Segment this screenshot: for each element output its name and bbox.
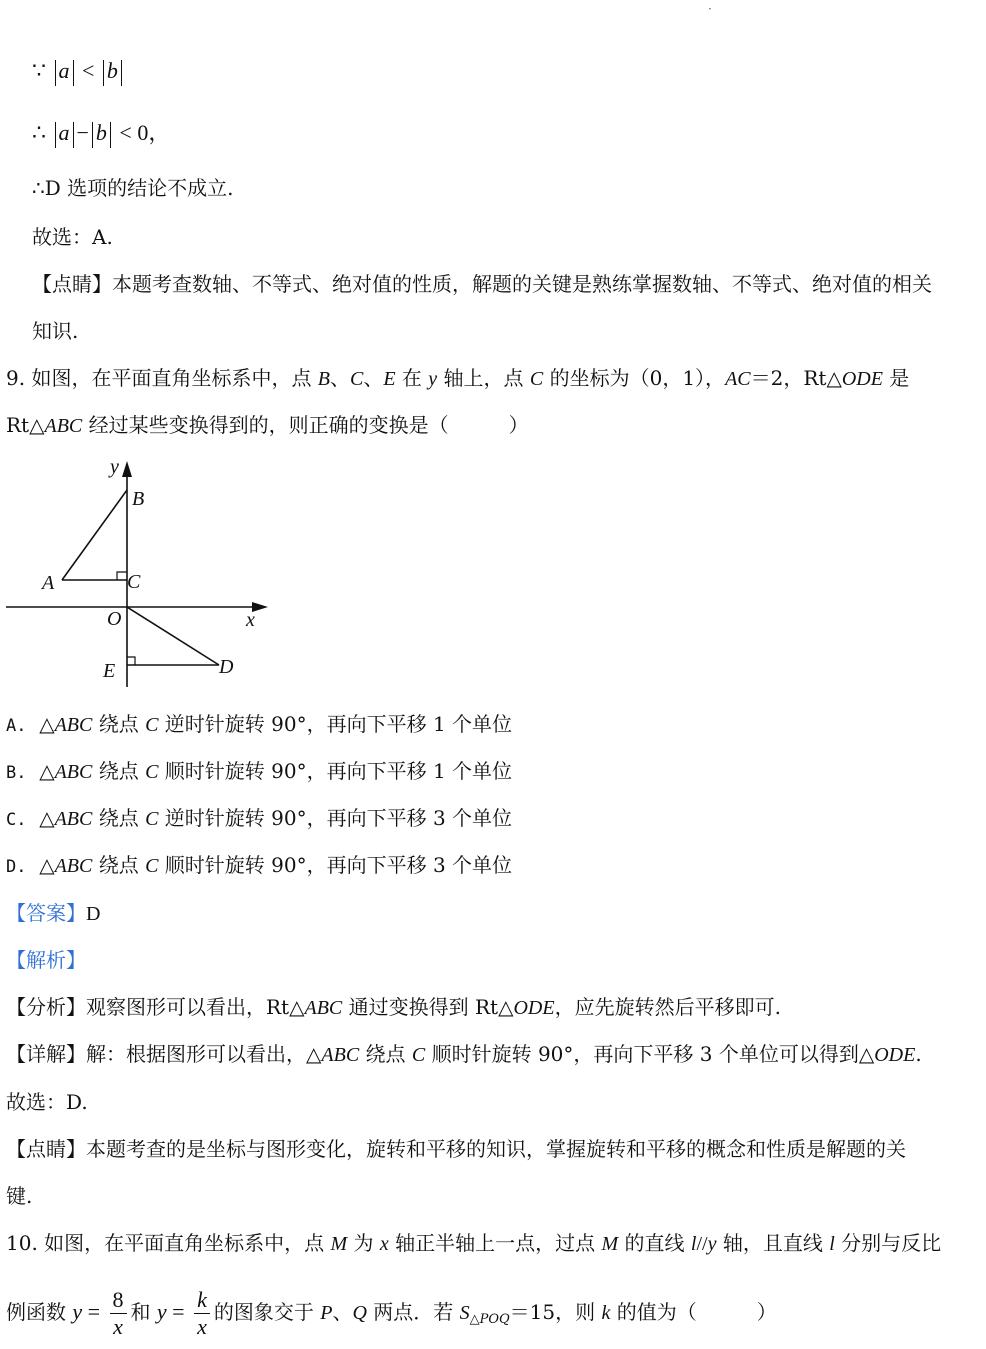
- therefore-symbol: ∴: [32, 120, 46, 145]
- option-text: 逆时针旋转 90°，再向下平移 1 个单位: [158, 712, 513, 736]
- guxuan-line: 故选：D.: [6, 1090, 88, 1114]
- triangle-symbol: △: [39, 806, 55, 830]
- label-x: x: [246, 609, 255, 631]
- answer-value: D: [86, 903, 101, 925]
- q9-text: 是: [882, 366, 910, 390]
- label-y: y: [110, 456, 119, 478]
- option-letter: C.: [6, 810, 27, 830]
- option-text: 绕点: [92, 806, 146, 830]
- denominator: x: [197, 1314, 207, 1339]
- right-angle-c: [117, 572, 127, 580]
- var-b: b: [95, 120, 107, 145]
- y-axis-var: y: [428, 368, 438, 390]
- triangle-abc: ABC: [304, 997, 343, 1019]
- triangle-symbol: △: [39, 853, 55, 877]
- option-text: 绕点: [92, 759, 146, 783]
- line-l: l: [829, 1233, 835, 1255]
- option-text: 逆时针旋转 90°，再向下平移 3 个单位: [158, 806, 513, 830]
- fenxi-text: ，应先旋转然后平移即可.: [554, 995, 781, 1019]
- denominator: x: [113, 1314, 123, 1339]
- option-text: 顺时针旋转 90°，再向下平移 3 个单位: [158, 853, 513, 877]
- triangle-ode: ODE: [874, 1044, 916, 1066]
- because-line: [32, 56, 125, 86]
- point-p: P: [320, 1302, 333, 1324]
- triangle-symbol: △: [39, 712, 55, 736]
- point-c: C: [411, 1044, 426, 1066]
- line-l: l: [690, 1233, 697, 1255]
- label-c: C: [127, 571, 141, 593]
- var-a: a: [58, 58, 70, 83]
- q9-stem-line-2: [6, 410, 529, 441]
- xiangjie-text: 绕点: [359, 1042, 412, 1066]
- q10-text: 的图象交于: [213, 1300, 321, 1324]
- var-k: k: [601, 1302, 611, 1324]
- q9-text: 在: [395, 366, 429, 390]
- point-c: C: [145, 714, 159, 736]
- q9-text: 轴上，点: [437, 366, 530, 390]
- point-m: M: [601, 1233, 619, 1255]
- q10-text: 的直线: [618, 1231, 691, 1255]
- analysis-label: 【解析】: [6, 948, 86, 972]
- label-a: A: [42, 572, 55, 594]
- numerator: k: [194, 1287, 210, 1314]
- option-letter: B.: [6, 763, 27, 783]
- choice-line: 故选：A.: [32, 225, 113, 249]
- triangle-abc: ABC: [54, 714, 93, 736]
- triangle-abc: ABC: [54, 808, 93, 830]
- equals-sign: =: [82, 1299, 106, 1324]
- answer-line: [6, 898, 100, 929]
- y-axis-var: y: [707, 1233, 717, 1255]
- xiangjie-text: .: [915, 1042, 922, 1066]
- point-c: C: [145, 808, 159, 830]
- option-a[interactable]: [6, 709, 512, 741]
- q10-text: 轴正半轴上一点，过点: [388, 1231, 602, 1255]
- q10-text: 例函数: [6, 1300, 73, 1324]
- xiangjie-text: 【详解】解：根据图形可以看出，△: [6, 1042, 322, 1066]
- q9-text: ＝2，Rt△: [750, 366, 842, 390]
- option-text: 顺时针旋转 90°，再向下平移 1 个单位: [158, 759, 513, 783]
- label-d: D: [219, 656, 234, 678]
- option-letter: D.: [6, 857, 27, 877]
- q10-text: 分别与反比: [834, 1231, 942, 1255]
- triangle-ode: ODE: [841, 368, 883, 390]
- segment-ac: AC: [725, 368, 751, 390]
- area-subscript: △POQ: [469, 1312, 510, 1327]
- therefore-line: [32, 118, 170, 148]
- option-text: 绕点: [92, 853, 146, 877]
- y-axis-arrow: [122, 461, 132, 477]
- point-m: M: [330, 1233, 348, 1255]
- q10-text: 为: [347, 1231, 380, 1255]
- fraction-k-over-x: [194, 1287, 210, 1340]
- x-axis-var: x: [379, 1233, 389, 1255]
- segment-od: [127, 607, 219, 665]
- point-c: C: [145, 855, 159, 877]
- triangle-ode: ODE: [513, 997, 555, 1019]
- corner-mark: ·: [708, 2, 712, 16]
- fenxi-line: [6, 992, 781, 1023]
- triangle-abc: ABC: [321, 1044, 360, 1066]
- triangle-abc: ABC: [54, 761, 93, 783]
- because-symbol: ∵: [32, 58, 46, 83]
- label-e: E: [103, 660, 116, 682]
- var-a: a: [58, 120, 70, 145]
- option-d[interactable]: [6, 850, 512, 882]
- var-y: y: [72, 1299, 83, 1324]
- option-letter: A.: [6, 716, 27, 736]
- equals-sign: =: [166, 1299, 191, 1324]
- point-c: C: [350, 368, 364, 390]
- point-e: E: [383, 368, 396, 390]
- triangle-symbol: △: [39, 759, 55, 783]
- point-q: Q: [352, 1302, 367, 1324]
- parallel-symbol: //: [696, 1233, 708, 1255]
- separator: 、: [332, 1300, 353, 1324]
- less-than: <: [82, 58, 95, 83]
- q10-text: 10. 如图，在平面直角坐标系中，点: [6, 1231, 331, 1255]
- q10-text: 轴，且直线: [716, 1231, 830, 1255]
- xiangjie-text: 顺时针旋转 90°，再向下平移 3 个单位可以得到△: [425, 1042, 875, 1066]
- option-b[interactable]: [6, 756, 512, 788]
- fraction-8-over-x: [110, 1287, 127, 1340]
- var-y: y: [156, 1299, 167, 1324]
- coordinate-diagram: [0, 455, 290, 695]
- fenxi-text: 【分析】观察图形可以看出，Rt△: [6, 995, 305, 1019]
- q9-dianjing-line-1: 【点睛】本题考查的是坐标与图形变化，旋转和平移的知识，掌握旋转和平移的概念和性质是解题的关: [6, 1137, 906, 1161]
- option-text: 绕点: [92, 712, 146, 736]
- q9-text: 9. 如图，在平面直角坐标系中，点: [6, 366, 318, 390]
- q9-stem-line-1: [6, 363, 909, 394]
- q9-text: 的坐标为（0，1），: [543, 366, 726, 390]
- dianjing-line-2: 知识.: [32, 319, 79, 343]
- q9-dianjing-line-2: 键.: [6, 1184, 33, 1208]
- q9-text: 经过某些变换得到的，则正确的变换是（ ）: [82, 413, 529, 437]
- area-s: S: [459, 1302, 470, 1324]
- q10-stem-line-1: [6, 1228, 941, 1259]
- var-b: b: [106, 58, 118, 83]
- label-o: O: [107, 608, 122, 630]
- numerator: 8: [110, 1287, 127, 1314]
- label-b: B: [132, 488, 145, 510]
- q10-stem-line-2: [6, 1284, 777, 1348]
- xiangjie-line: [6, 1039, 922, 1070]
- minus-sign: −: [76, 120, 89, 145]
- point-c: C: [529, 368, 544, 390]
- answer-label: 【答案】: [6, 901, 86, 925]
- option-c[interactable]: [6, 803, 512, 835]
- inequality-rest: < 0，: [119, 120, 171, 145]
- point-b: B: [317, 368, 331, 390]
- separator: 、: [363, 366, 384, 390]
- right-angle-e: [127, 657, 135, 665]
- segment-ab: [62, 490, 127, 580]
- dianjing-line-1: 【点睛】本题考查数轴、不等式、绝对值的性质，解题的关键是熟练掌握数轴、不等式、绝对值的相关: [32, 272, 932, 296]
- triangle-abc: ABC: [54, 855, 93, 877]
- q10-text: 两点．若: [366, 1300, 460, 1324]
- q9-text: Rt△: [6, 413, 45, 437]
- q10-text: 的值为（ ）: [610, 1300, 777, 1324]
- triangle-abc: ABC: [44, 415, 83, 437]
- point-c: C: [145, 761, 159, 783]
- q10-text: ＝15，则: [509, 1300, 602, 1324]
- conclusion-line: ∴D 选项的结论不成立.: [32, 176, 234, 200]
- fenxi-text: 通过变换得到 Rt△: [342, 995, 514, 1019]
- q10-text: 和: [130, 1300, 157, 1324]
- separator: 、: [330, 366, 351, 390]
